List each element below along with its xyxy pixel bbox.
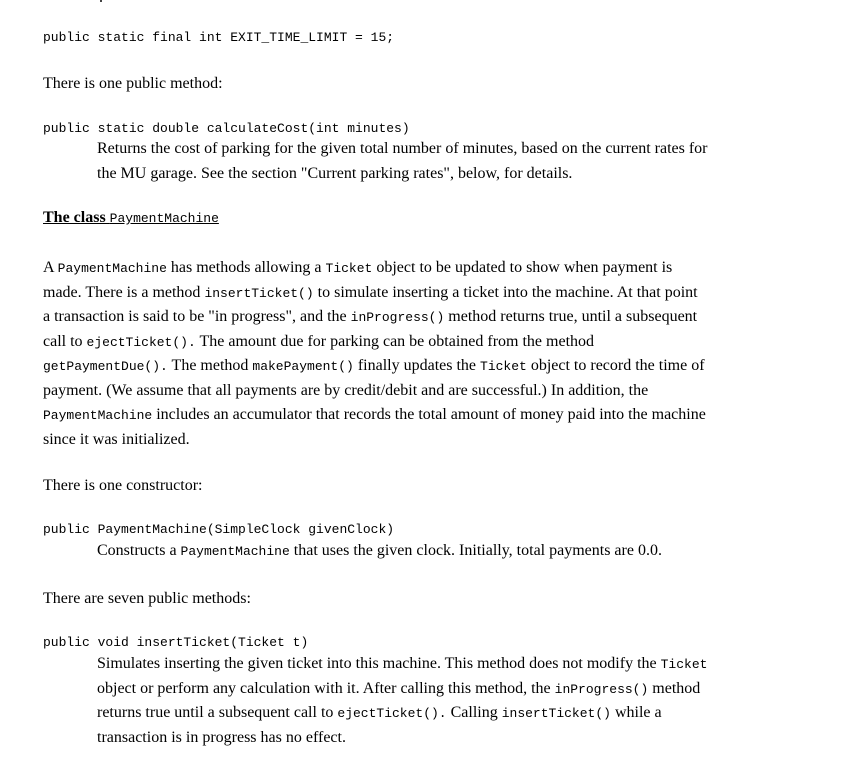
class-desc-line: made. There is a method insertTicket() to simulate inserting a ticket into the machine. At that point	[43, 283, 698, 301]
class-desc-line: getPaymentDue(). The method makePayment() finally updates the Ticket object to record the time of	[43, 357, 705, 374]
one-constructor-intro: There is one constructor:	[43, 477, 203, 494]
section-heading-prefix: The class	[43, 209, 110, 226]
class-desc-line: a transaction is said to be "in progress", and the inProgress() method returns true, until a subsequent	[43, 308, 698, 325]
constructor-desc-line: Constructs a PaymentMachine that uses the given clock. Initially, total payments are 0.0.	[97, 542, 662, 559]
calculate-cost-description	[97, 137, 708, 186]
insert-ticket-desc-line: Simulates inserting the given ticket into this machine. This method does not modify the Ticket	[97, 655, 708, 672]
class-desc-line: since it was initialized.	[43, 430, 190, 448]
constructor-description	[97, 539, 662, 564]
section-heading	[43, 209, 219, 227]
insert-ticket-desc-line: returns true until a subsequent call to ejectTicket(). Calling insertTicket() while a	[97, 704, 662, 721]
insert-ticket-description	[97, 652, 707, 750]
calculate-cost-desc-line: the MU garage. See the section "Current parking rates", below, for details.	[97, 164, 573, 182]
insert-ticket-desc-line: object or perform any calculation with it. After calling this method, the inProgress() method	[97, 679, 701, 697]
class-desc-line: call to ejectTicket(). The amount due for parking can be obtained from the method	[43, 332, 595, 350]
seven-methods-intro: There are seven public methods:	[43, 590, 251, 607]
calculate-cost-signature: public static double calculateCost(int minutes)	[43, 121, 410, 136]
class-desc-line: payment. (We assume that all payments are by credit/debit and are successful.) In addition, the	[43, 381, 649, 399]
class-description	[43, 256, 706, 452]
insert-ticket-signature: public void insertTicket(Ticket t)	[43, 635, 309, 650]
section-heading-class-name: PaymentMachine	[109, 211, 219, 226]
page-fragment-mark	[100, 0, 102, 2]
calculate-cost-desc-line: Returns the cost of parking for the given total number of minutes, based on the current rates for	[97, 140, 708, 157]
one-public-method-intro: There is one public method:	[43, 75, 223, 92]
class-desc-line: PaymentMachine includes an accumulator that records the total amount of money paid into the machine	[43, 406, 706, 423]
constructor-signature: public PaymentMachine(SimpleClock givenClock)	[43, 522, 395, 537]
exit-time-limit-declaration: public static final int EXIT_TIME_LIMIT = 15;	[43, 30, 395, 45]
insert-ticket-desc-line: transaction is in progress has no effect.	[97, 728, 346, 746]
class-desc-line: A PaymentMachine has methods allowing a Ticket object to be updated to show when payment is	[43, 259, 673, 276]
